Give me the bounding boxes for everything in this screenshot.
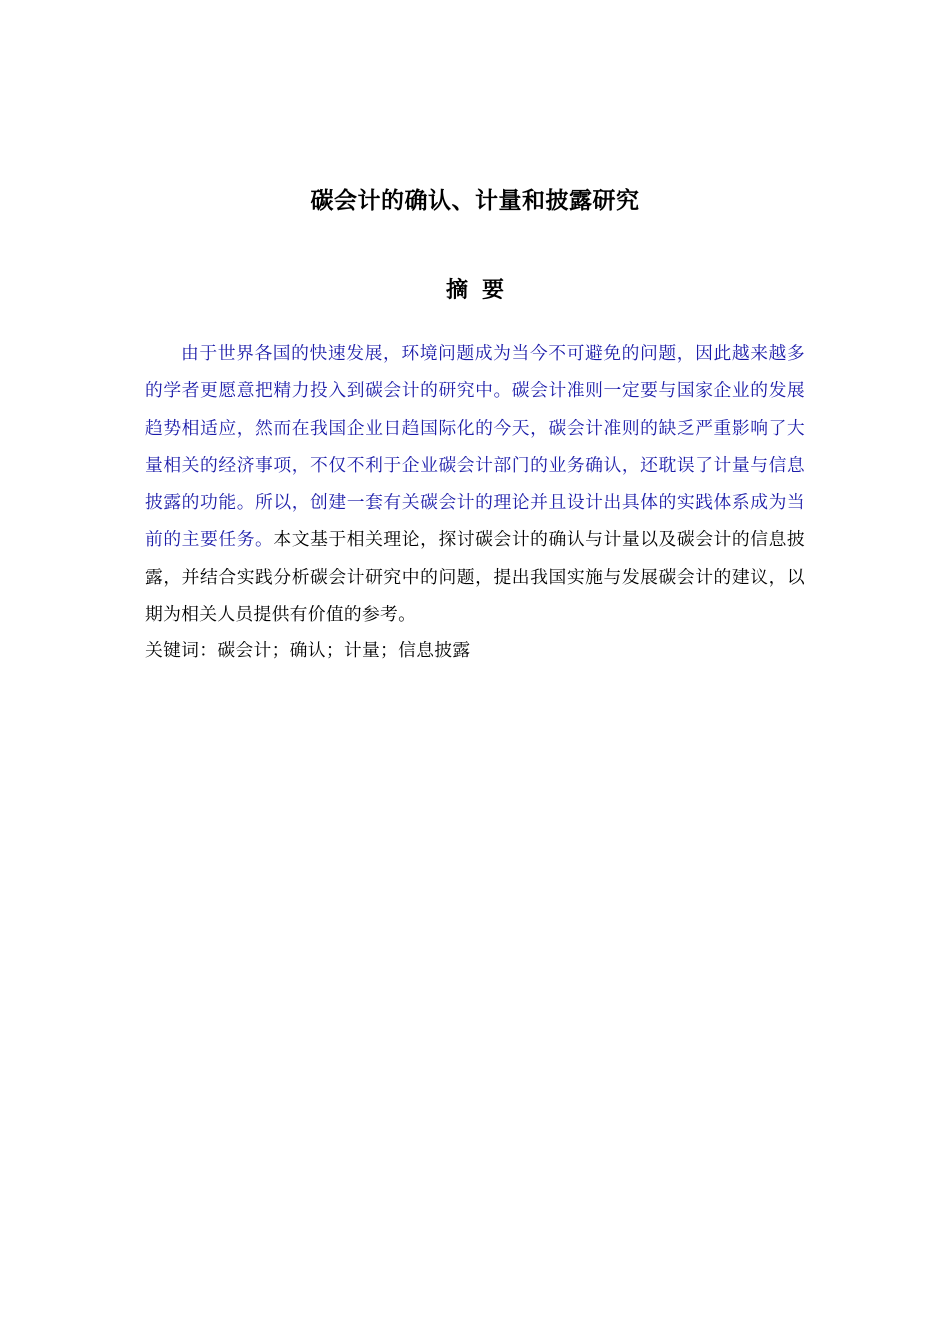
keywords-line [145, 632, 805, 669]
keywords-value: 碳会计；确认；计量；信息披露 [217, 640, 471, 661]
abstract-highlighted-text: 由于世界各国的快速发展，环境问题成为当今不可避免的问题，因此越来越多的学者更愿意把精力投入到碳会计的研究中。碳会计准则一定要与国家企业的发展趋势相适应，然而在我国企业日趋国际化的今天，碳会计准则的缺乏严重影响了大量相关的经济事项，不仅不利于企业碳会计部门的业务确认，还耽误了计量与信息披露的功能。所以，创建一套有关碳会计的理论并且设计出具体的实践体系成为当前的主要任务。 [145, 343, 805, 551]
abstract-heading [0, 273, 950, 309]
abstract-heading-char-1: 摘 [445, 278, 468, 303]
keywords-label: 关键词： [145, 640, 218, 661]
abstract-heading-char-2: 要 [482, 278, 505, 303]
abstract-normal-text: 本文基于相关理论，探讨碳会计的确认与计量以及碳会计的信息披露，并结合实践分析碳会计研究中的问题，提出我国实施与发展碳会计的建议，以期为相关人员提供有价值的参考。 [145, 529, 805, 626]
document-title: 碳会计的确认、计量和披露研究 [310, 188, 640, 214]
abstract-paragraph [145, 335, 805, 633]
